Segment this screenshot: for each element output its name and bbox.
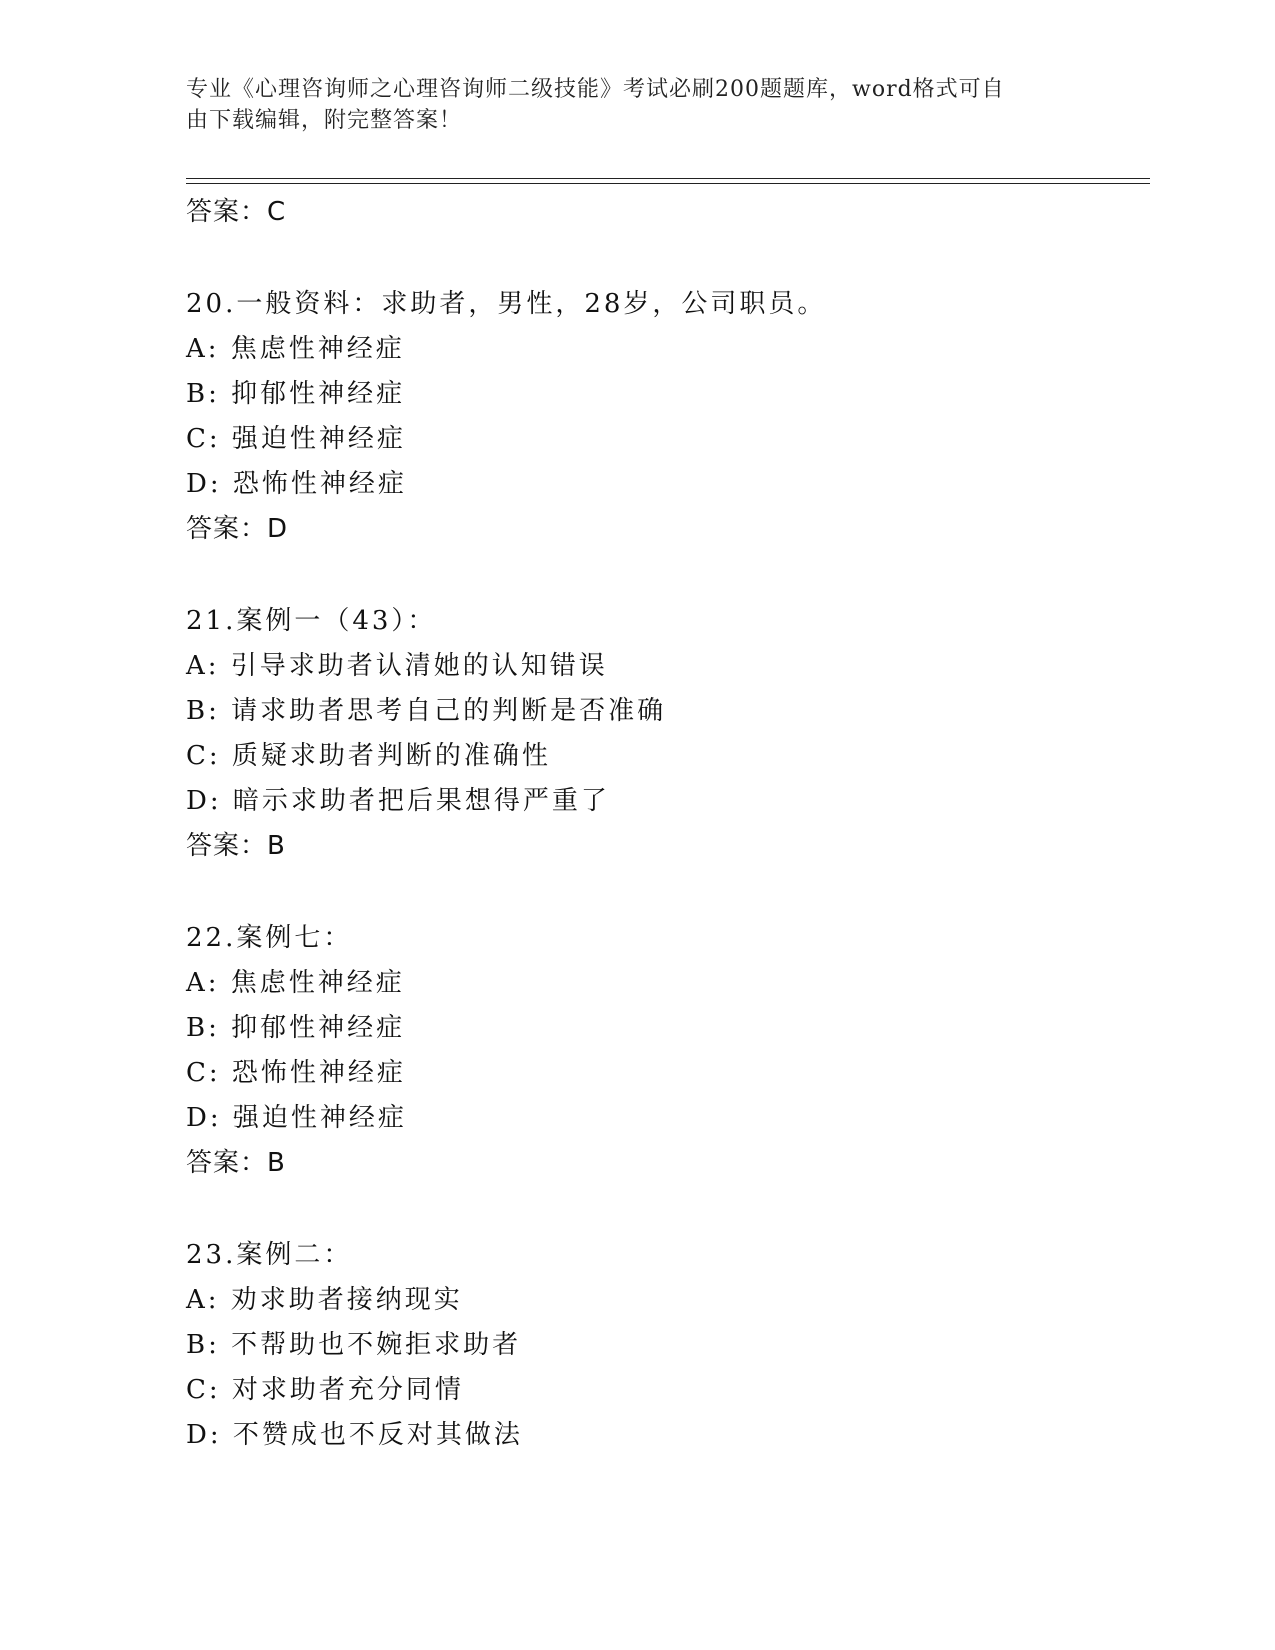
answer-line: 答案：B: [186, 1148, 286, 1178]
option-b: B: 抑郁性神经症: [186, 379, 406, 409]
spacer: [186, 552, 1136, 599]
spacer: [186, 235, 1136, 282]
answer-line: 答案：D: [186, 514, 289, 544]
answer-line: 答案：B: [186, 831, 286, 861]
option-c: C: 强迫性神经症: [186, 424, 406, 454]
question-stem: 22.案例七：: [186, 923, 353, 953]
header-line-2: 由下载编辑，附完整答案！: [186, 108, 463, 133]
option-c: C: 恐怖性神经症: [186, 1058, 406, 1088]
option-a: A: 焦虑性神经症: [186, 334, 405, 364]
question-stem: 23.案例二：: [186, 1240, 353, 1270]
question-block: [186, 282, 1136, 552]
header-rule-bottom: [186, 183, 1150, 184]
answer-line: 答案：C: [186, 197, 287, 227]
document-header: [186, 74, 1066, 136]
option-d: D: 暗示求助者把后果想得严重了: [186, 786, 610, 816]
question-block: [186, 916, 1136, 1186]
option-a: A: 劝求助者接纳现实: [186, 1285, 463, 1315]
spacer: [186, 869, 1136, 916]
header-line-1: 专业《心理咨询师之心理咨询师二级技能》考试必刷200题题库，word格式可自: [186, 77, 1005, 102]
option-a: A: 引导求助者认清她的认知错误: [186, 651, 608, 681]
question-stem: 21.案例一（43）：: [186, 606, 437, 636]
question-stem: 20.一般资料：求助者，男性，28岁，公司职员。: [186, 289, 827, 319]
option-b: B: 请求助者思考自己的判断是否准确: [186, 696, 667, 726]
question-block: [186, 1233, 1136, 1458]
option-b: B: 不帮助也不婉拒求助者: [186, 1330, 522, 1360]
option-c: C: 质疑求助者判断的准确性: [186, 741, 551, 771]
option-b: B: 抑郁性神经症: [186, 1013, 406, 1043]
option-d: D: 不赞成也不反对其做法: [186, 1420, 523, 1450]
question-block: [186, 599, 1136, 869]
question-list: [186, 190, 1136, 1458]
option-a: A: 焦虑性神经症: [186, 968, 405, 998]
option-c: C: 对求助者充分同情: [186, 1375, 464, 1405]
option-d: D: 恐怖性神经症: [186, 469, 407, 499]
option-d: D: 强迫性神经症: [186, 1103, 407, 1133]
header-rule-top: [186, 178, 1150, 179]
spacer: [186, 1186, 1136, 1233]
